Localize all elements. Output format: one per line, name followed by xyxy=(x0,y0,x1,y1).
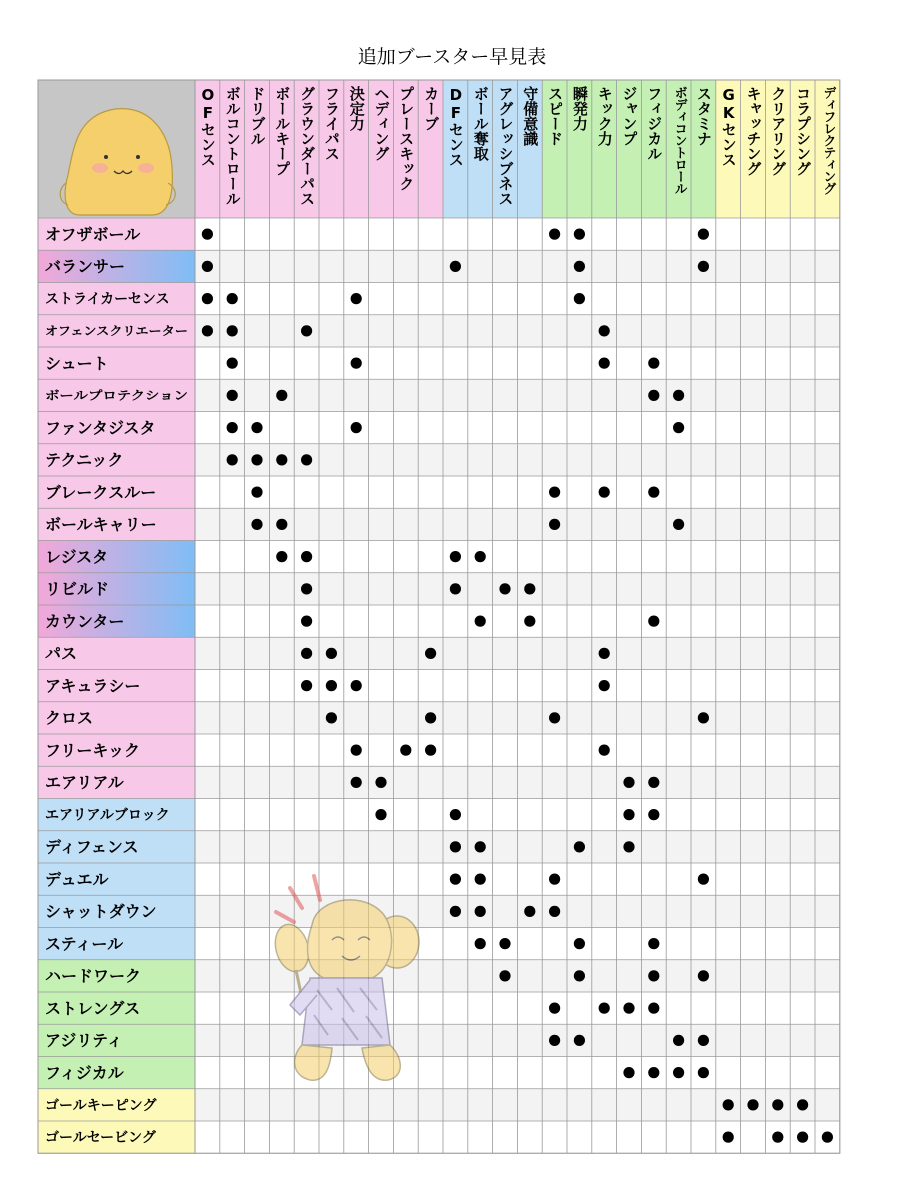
mark-dot xyxy=(351,422,362,433)
column-header: GKセンス xyxy=(719,86,738,167)
mark-dot xyxy=(326,712,337,723)
mark-dot xyxy=(623,1003,634,1014)
row-label: デュエル xyxy=(45,869,109,889)
mark-dot xyxy=(822,1132,833,1143)
row-label: アキュラシー xyxy=(45,676,141,696)
column-header: ボール奪取 xyxy=(471,86,490,161)
mark-dot xyxy=(673,422,684,433)
mark-dot xyxy=(499,970,510,981)
mark-dot xyxy=(351,358,362,369)
mark-dot xyxy=(425,712,436,723)
row-label: カウンター xyxy=(45,611,125,631)
mark-dot xyxy=(251,519,262,530)
mark-dot xyxy=(648,777,659,788)
mark-dot xyxy=(648,358,659,369)
mark-dot xyxy=(772,1099,783,1110)
column-header: ボルコントロール xyxy=(223,86,242,206)
mark-dot xyxy=(251,422,262,433)
mark-dot xyxy=(797,1132,808,1143)
mark-dot xyxy=(648,1067,659,1078)
row-label: フィジカル xyxy=(45,1063,124,1083)
mark-dot xyxy=(202,261,213,272)
mark-dot xyxy=(251,454,262,465)
row-label: シュート xyxy=(45,353,109,373)
mark-dot xyxy=(227,422,238,433)
mark-dot xyxy=(797,1099,808,1110)
mark-dot xyxy=(673,1067,684,1078)
mark-dot xyxy=(450,809,461,820)
row-label: レジスタ xyxy=(45,547,109,567)
row-label: テクニック xyxy=(45,450,124,470)
mark-dot xyxy=(623,841,634,852)
mark-dot xyxy=(276,551,287,562)
row-label: ブレークスルー xyxy=(45,482,157,502)
mark-dot xyxy=(524,906,535,917)
mark-dot xyxy=(301,454,312,465)
mark-dot xyxy=(202,229,213,240)
mark-dot xyxy=(673,390,684,401)
column-header: OFセンス xyxy=(198,86,217,167)
mark-dot xyxy=(276,454,287,465)
row-label: シャットダウン xyxy=(45,902,157,922)
column-header: ヘディング xyxy=(372,86,391,161)
column-header: コラプシング xyxy=(794,86,813,176)
mark-dot xyxy=(326,648,337,659)
mark-dot xyxy=(475,841,486,852)
mark-dot xyxy=(549,487,560,498)
mark-dot xyxy=(450,583,461,594)
column-header: キャッチング xyxy=(744,86,763,176)
mark-dot xyxy=(549,1035,560,1046)
row-label: ゴールキーピング xyxy=(45,1097,157,1114)
mark-dot xyxy=(202,325,213,336)
row-label: ストレングス xyxy=(45,998,141,1018)
row-label: ボールキャリー xyxy=(45,515,157,535)
mark-dot xyxy=(574,261,585,272)
mark-dot xyxy=(475,938,486,949)
mark-dot xyxy=(227,293,238,304)
mark-dot xyxy=(301,583,312,594)
mark-dot xyxy=(326,680,337,691)
mark-dot xyxy=(772,1132,783,1143)
column-header: ジャンプ xyxy=(620,86,639,146)
column-header: ドリブル xyxy=(248,86,267,146)
mark-dot xyxy=(698,1035,709,1046)
row-label: ゴールセービング xyxy=(45,1130,156,1147)
mark-dot xyxy=(599,680,610,691)
mark-dot xyxy=(599,325,610,336)
row-label: オフザボール xyxy=(45,224,141,244)
mark-dot xyxy=(251,487,262,498)
mark-dot xyxy=(599,487,610,498)
mark-dot xyxy=(723,1099,734,1110)
mark-dot xyxy=(425,745,436,756)
row-label: ファンタジスタ xyxy=(45,418,156,438)
row-label: リビルド xyxy=(45,579,110,599)
mark-dot xyxy=(450,906,461,917)
mark-dot xyxy=(227,390,238,401)
mark-dot xyxy=(202,293,213,304)
row-label: エアリアル xyxy=(45,773,124,793)
mark-dot xyxy=(301,648,312,659)
mark-dot xyxy=(450,261,461,272)
mark-dot xyxy=(549,712,560,723)
mark-dot xyxy=(450,551,461,562)
mark-dot xyxy=(648,938,659,949)
row-label: エアリアルブロック xyxy=(45,807,170,824)
column-header: グラウンダーパス xyxy=(298,86,317,206)
column-header: スピード xyxy=(546,86,565,146)
row-label: ストライカーセンス xyxy=(45,291,170,308)
mark-dot xyxy=(549,229,560,240)
column-header: ボールキープ xyxy=(273,86,292,176)
mark-dot xyxy=(475,616,486,627)
mark-dot xyxy=(698,874,709,885)
column-header: DFセンス xyxy=(446,86,465,167)
column-header: ディフレクティング xyxy=(820,86,836,194)
column-header: 瞬発力 xyxy=(570,86,589,131)
mark-dot xyxy=(549,519,560,530)
column-header: アグレッシブネス xyxy=(496,86,515,206)
mark-dot xyxy=(499,583,510,594)
mark-dot xyxy=(648,390,659,401)
mark-dot xyxy=(227,454,238,465)
mark-dot xyxy=(698,1067,709,1078)
row-label: パス xyxy=(45,644,78,664)
mark-dot xyxy=(450,841,461,852)
row-label: スティール xyxy=(45,934,124,954)
mark-dot xyxy=(623,1067,634,1078)
mark-dot xyxy=(475,906,486,917)
row-label: ボールプロテクション xyxy=(45,388,165,403)
mark-dot xyxy=(648,616,659,627)
mark-dot xyxy=(375,809,386,820)
column-header: キック力 xyxy=(595,86,614,146)
mark-dot xyxy=(648,487,659,498)
mark-dot xyxy=(475,874,486,885)
column-header: カーブ xyxy=(422,86,441,131)
mark-dot xyxy=(375,777,386,788)
column-header: 守備意識 xyxy=(521,86,540,146)
mark-dot xyxy=(574,229,585,240)
column-header: フライパス xyxy=(322,86,341,161)
mark-dot xyxy=(574,970,585,981)
mark-dot xyxy=(599,648,610,659)
mark-dot xyxy=(301,325,312,336)
row-label: オフェンスクリエーター xyxy=(45,324,188,339)
mark-dot xyxy=(549,906,560,917)
row-label: アジリティ xyxy=(45,1031,123,1051)
mark-dot xyxy=(698,712,709,723)
column-header: スタミナ xyxy=(694,86,713,146)
mark-dot xyxy=(475,551,486,562)
mark-dot xyxy=(698,229,709,240)
mark-dot xyxy=(227,325,238,336)
mark-dot xyxy=(673,1035,684,1046)
mark-dot xyxy=(574,293,585,304)
mark-dot xyxy=(623,809,634,820)
mark-dot xyxy=(524,583,535,594)
column-header: クリアリング xyxy=(769,86,788,176)
mark-dot xyxy=(698,970,709,981)
mark-dot xyxy=(351,777,362,788)
row-label: ディフェンス xyxy=(45,837,139,857)
row-label: ハードワーク xyxy=(45,966,142,986)
mark-dot xyxy=(450,874,461,885)
row-label: クロス xyxy=(45,708,94,728)
column-header: 決定力 xyxy=(347,86,366,131)
row-label: フリーキック xyxy=(45,740,141,760)
mark-dot xyxy=(574,938,585,949)
mark-dot xyxy=(623,777,634,788)
mark-dot xyxy=(400,745,411,756)
mark-dot xyxy=(301,551,312,562)
mark-dot xyxy=(499,938,510,949)
mark-dot xyxy=(698,261,709,272)
mark-dot xyxy=(351,680,362,691)
mark-dot xyxy=(648,809,659,820)
mark-dot xyxy=(599,745,610,756)
mark-dot xyxy=(549,874,560,885)
mark-dot xyxy=(723,1132,734,1143)
mark-dot xyxy=(227,358,238,369)
mark-dot xyxy=(524,616,535,627)
mark-dot xyxy=(648,1003,659,1014)
mark-dot xyxy=(648,970,659,981)
mark-dot xyxy=(425,648,436,659)
page-title: 追加ブースター早見表 xyxy=(357,46,547,68)
mark-dot xyxy=(599,358,610,369)
column-header: プレースキック xyxy=(397,86,416,191)
mark-dot xyxy=(574,841,585,852)
mark-dot xyxy=(276,390,287,401)
mark-dot xyxy=(574,1035,585,1046)
mark-dot xyxy=(301,616,312,627)
mark-dot xyxy=(747,1099,758,1110)
column-header: フィジカル xyxy=(645,86,664,161)
mark-dot xyxy=(673,519,684,530)
row-label: バランサー xyxy=(45,257,126,277)
mark-dot xyxy=(549,1003,560,1014)
mark-dot xyxy=(351,745,362,756)
column-header: ボディコントロール xyxy=(671,86,687,194)
mark-dot xyxy=(351,293,362,304)
mark-dot xyxy=(599,1003,610,1014)
mark-dot xyxy=(301,680,312,691)
mark-dot xyxy=(276,519,287,530)
